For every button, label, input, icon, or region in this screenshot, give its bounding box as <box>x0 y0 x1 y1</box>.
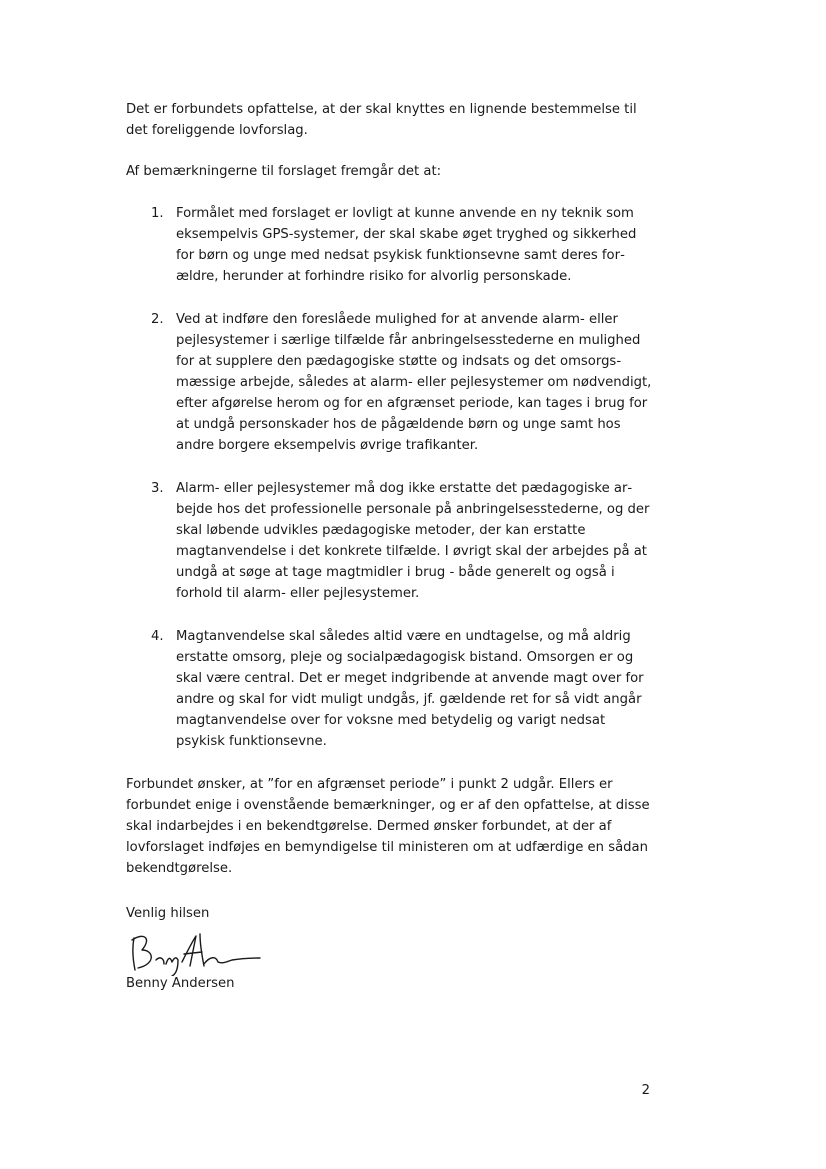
list-item-text: Ved at indføre den foreslåede mulighed for at anvende alarm- eller pejlesystemer i særlige tilfælde får anbringelsesstederne en mulighed for at supplere den pædagogiske støtte og indsats og det omsorgsmæssige arbejde, således at alarm- eller pejlesystemer om nødvendigt, efter afgørelse herom og for en afgrænset periode, kan tages i brug for at undgå personskader hos de pågældende børn og unge samt hos andre borgere eksempelvis øvrige trafikanter. <box>176 312 652 453</box>
list-item-number: 4. <box>151 629 164 644</box>
handwritten-signature <box>126 926 266 976</box>
list-item <box>126 478 656 604</box>
remarks-list <box>126 203 656 752</box>
list-item-text: Magtanvendelse skal således altid være en undtagelse, og må aldrig erstatte omsorg, pleje og socialpædagogisk bistand. Omsorgen er og skal være central. Det er meget indgribende at anvende magt over for andre og skal for vidt muligt undgås, jf. gældende ret for så vidt angår magtanvendelse over for voksne med betydelig og varigt nedsat psykisk funktionsevne. <box>176 629 644 749</box>
intro-paragraph: Det er forbundets opfattelse, at der skal knyttes en lignende bestemmelse til det foreliggende lovforslag. <box>126 102 637 138</box>
list-item <box>126 626 656 752</box>
list-item-text: Alarm- eller pejlesystemer må dog ikke erstatte det pædagogiske arbejde hos det professionelle personale på anbringelsesstederne, og der skal løbende udvikles pædagogiske metoder, der kan erstatte magtanvendelse i det konkrete tilfælde. I øvrigt skal der arbejdes på at undgå at søge at tage magtmidler i brug - både generelt og også i forhold til alarm- eller pejlesystemer. <box>176 481 650 601</box>
lead-paragraph: Af bemærkningerne til forslaget fremgår det at: <box>126 164 442 179</box>
list-item-number: 2. <box>151 312 164 327</box>
signer-name: Benny Andersen <box>126 976 235 991</box>
list-item <box>126 203 656 287</box>
closing-paragraph: Forbundet ønsker, at ”for en afgrænset periode” i punkt 2 udgår. Ellers er forbundet enige i ovenstående bemærkninger, og er af den opfattelse, at disse skal indarbejdes i en bekendtgørelse. Dermed ønsker forbundet, at der af lovforslaget indføjes en bemyndigelse til ministeren om at udfærdige en sådan bekendtgørelse. <box>126 777 650 876</box>
list-item-number: 1. <box>151 206 164 221</box>
letter-body <box>126 99 656 994</box>
greeting: Venlig hilsen <box>126 906 210 921</box>
list-item <box>126 309 656 456</box>
list-item-number: 3. <box>151 481 164 496</box>
list-item-text: Formålet med forslaget er lovligt at kunne anvende en ny teknik som eksempelvis GPS-systemer, der skal skabe øget tryghed og sikkerhed for børn og unge med nedsat psykisk funktionsevne samt deres forældre, herunder at forhindre risiko for alvorlig personskade. <box>176 206 637 284</box>
page-number: 2 <box>641 1083 650 1098</box>
